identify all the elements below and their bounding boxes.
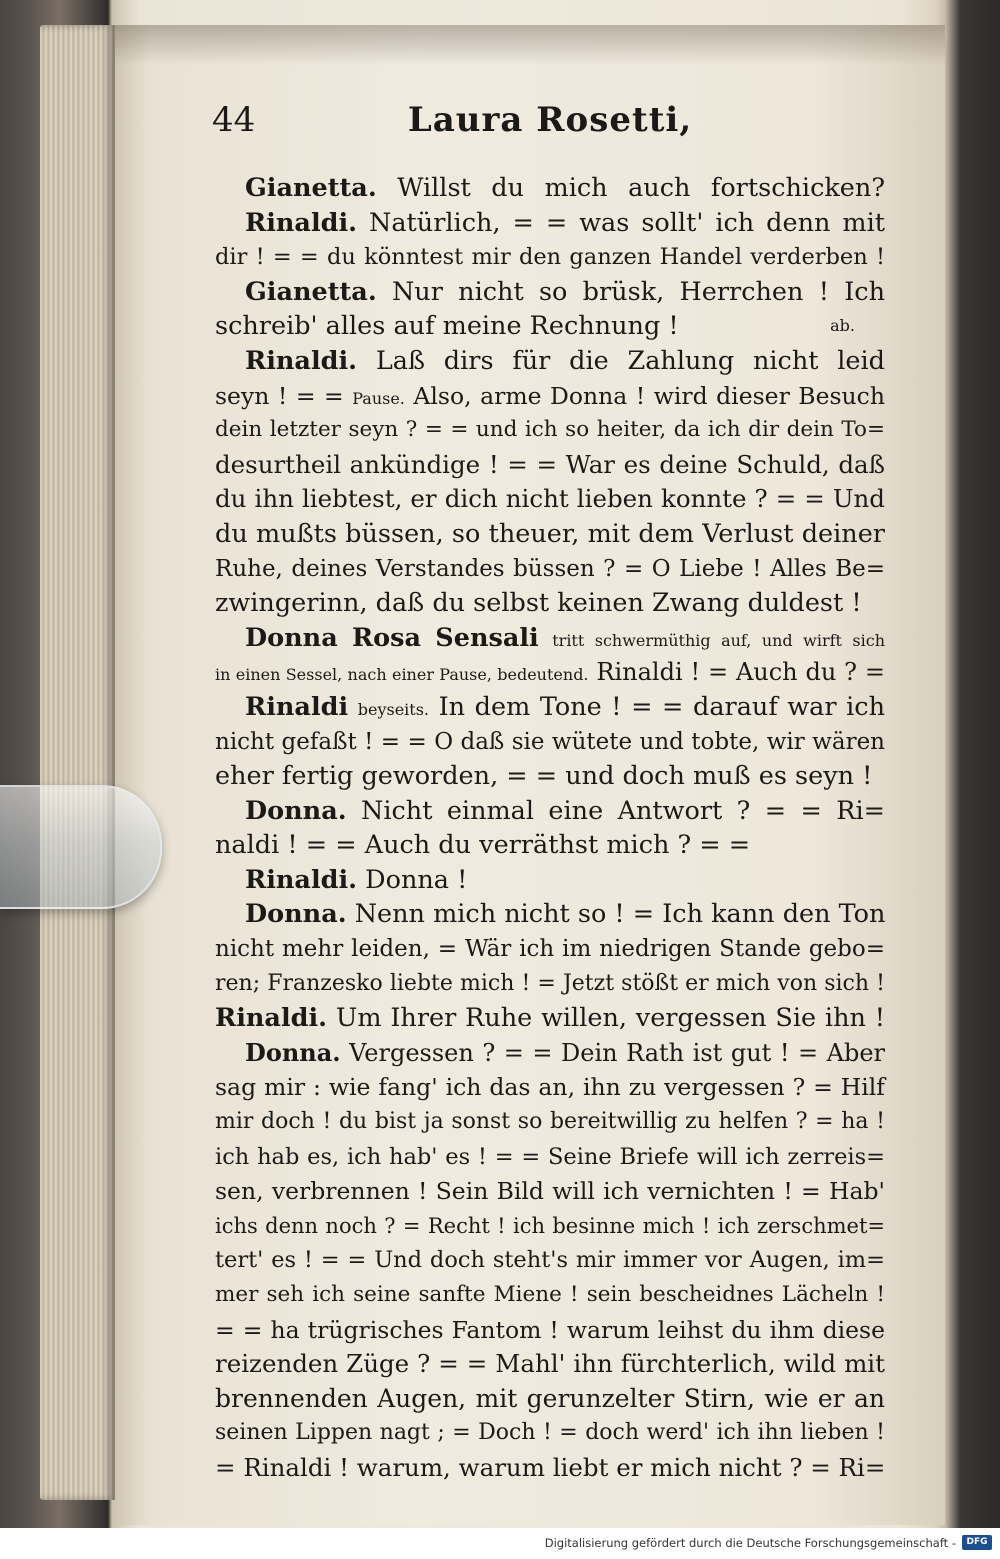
line-text: Laß dirs für die Zahlung nicht leid <box>375 345 886 376</box>
text-line: dir ! = = du könntest mir den ganzen Handel verderben ! <box>215 244 885 271</box>
speaker-name: Rinaldi. <box>215 1003 328 1034</box>
text-line: desurtheil ankündige ! = = War es deine Schuld, daß <box>215 449 885 479</box>
text-line <box>215 690 885 725</box>
text-line <box>215 344 885 379</box>
text-line <box>215 171 885 206</box>
text-line: brennenden Augen, mit gerunzelter Stirn, wie er an <box>215 1383 885 1413</box>
text-line <box>215 1036 885 1071</box>
line-text: Also, arme Donna ! wird dieser Besuch <box>413 381 885 410</box>
text-line: mer seh ich seine sanfte Miene ! sein bescheidnes Lächeln ! <box>215 1282 885 1307</box>
page-holder-clip <box>0 785 162 909</box>
running-title: Laura Rosetti, <box>407 100 693 140</box>
text-line: reizenden Züge ? = = Mahl' ihn fürchterlich, wild mit <box>215 1349 885 1379</box>
speaker-name: Donna Rosa Sensali <box>245 622 539 653</box>
text-line: = = ha trügrisches Fantom ! warum leihst du ihm diese <box>215 1315 885 1344</box>
line-text: Willst du mich auch fortschicken? <box>397 173 885 203</box>
text-line: mir doch ! du bist ja sonst so bereitwillig zu helfen ? = ha ! <box>215 1109 885 1135</box>
stage-direction: ab. <box>830 316 855 336</box>
text-line: nicht gefaßt ! = = O daß sie wütete und tobte, wir wären <box>215 728 885 755</box>
text-line: ichs denn noch ? = Recht ! ich besinne mich ! ich zerschmet= <box>215 1213 885 1238</box>
text-line <box>215 309 885 344</box>
text-line: seinen Lippen nagt ; = Doch ! = doch werd' ich ihn lieben ! <box>215 1420 885 1446</box>
line-text: Vergessen ? = = Dein Rath ist gut ! = Aber <box>349 1038 885 1067</box>
line-text: Natürlich, = = was sollt' ich denn mit <box>369 207 886 238</box>
speaker-name: Gianetta. <box>245 173 377 203</box>
stage-direction: in einen Sessel, nach einer Pause, bedeutend. <box>215 665 589 685</box>
text-line <box>215 863 885 898</box>
stage-direction: Pause. <box>352 388 405 408</box>
funding-notice: Digitalisierung gefördert durch die Deutsche Forschungsgemeinschaft - <box>544 1536 956 1550</box>
text-line: du mußts büssen, so theuer, mit dem Verlust deiner <box>215 518 885 549</box>
speaker-name: Donna. <box>245 1037 341 1067</box>
dfg-logo: DFG <box>962 1535 992 1550</box>
page-number: 44 <box>212 100 256 140</box>
text-line <box>215 897 885 932</box>
page-body <box>215 171 885 1486</box>
text-line <box>215 1001 885 1036</box>
line-text: Nur nicht so brüsk, Herrchen ! Ich <box>391 276 885 307</box>
speaker-name: Rinaldi. <box>245 864 358 895</box>
line-text: Um Ihrer Ruhe willen, vergessen Sie ihn ! <box>335 1003 886 1034</box>
page-shadow <box>115 25 945 65</box>
line-text: Nenn mich nicht so ! = Ich kann den Ton <box>354 899 886 930</box>
speaker-name: Rinaldi. <box>245 207 358 238</box>
text-line <box>215 275 885 310</box>
line-text: Donna ! <box>365 864 468 895</box>
line-text: schreib' alles auf meine Rechnung ! <box>215 311 679 342</box>
speaker-name: Rinaldi. <box>245 345 358 376</box>
text-line: ren; Franzesko liebte mich ! = Jetzt stößt er mich von sich ! <box>215 970 885 996</box>
text-line <box>215 655 885 690</box>
text-line: dein letzter seyn ? = = und ich so heiter, da ich dir dein To= <box>215 417 885 443</box>
speaker-name: Rinaldi <box>245 691 349 722</box>
line-text: In dem Tone ! = = darauf war ich <box>438 691 886 722</box>
line-text: Rinaldi ! = Auch du ? = <box>596 658 885 687</box>
footer-bar <box>0 1528 1000 1559</box>
text-line: sen, verbrennen ! Sein Bild will ich vernichten ! = Hab' <box>215 1177 885 1206</box>
text-line: sag mir : wie fang' ich das an, ihn zu vergessen ? = Hilf <box>215 1073 885 1102</box>
text-line: nicht mehr leiden, = Wär ich im niedrigen Stande gebo= <box>215 936 885 963</box>
stage-direction: tritt schwermüthig auf, und wirft sich <box>552 630 885 650</box>
text-line: tert' es ! = = Und doch steht's mir immer vor Augen, im= <box>215 1247 885 1274</box>
speaker-name: Donna. <box>245 795 347 826</box>
text-line: du ihn liebtest, er dich nicht lieben konnte ? = = Und <box>215 484 885 514</box>
speaker-name: Donna. <box>245 899 347 930</box>
speaker-name: Gianetta. <box>245 276 377 307</box>
text-line: zwingerinn, daß du selbst keinen Zwang duldest ! <box>215 588 862 619</box>
line-text: seyn ! = = <box>215 381 344 410</box>
line-text: Nicht einmal eine Antwort ? = = Ri= <box>361 795 885 826</box>
stage-direction: beyseits. <box>357 699 430 719</box>
text-line: ich hab es, ich hab' es ! = = Seine Briefe will ich zerreis= <box>215 1143 885 1170</box>
text-line <box>215 206 885 241</box>
text-line: Ruhe, deines Verstandes büssen ? = O Liebe ! Alles Be= <box>215 555 885 582</box>
text-line <box>215 621 885 656</box>
text-line <box>215 379 885 414</box>
page-edges <box>40 25 115 1500</box>
page-header <box>212 100 888 144</box>
text-line: = Rinaldi ! warum, warum liebt er mich nicht ? = Ri= <box>215 1452 886 1482</box>
text-line <box>215 794 885 829</box>
text-line: naldi ! = = Auch du verräthst mich ? = = <box>215 830 751 861</box>
text-line: eher fertig geworden, = = und doch muß es seyn ! <box>215 761 873 792</box>
